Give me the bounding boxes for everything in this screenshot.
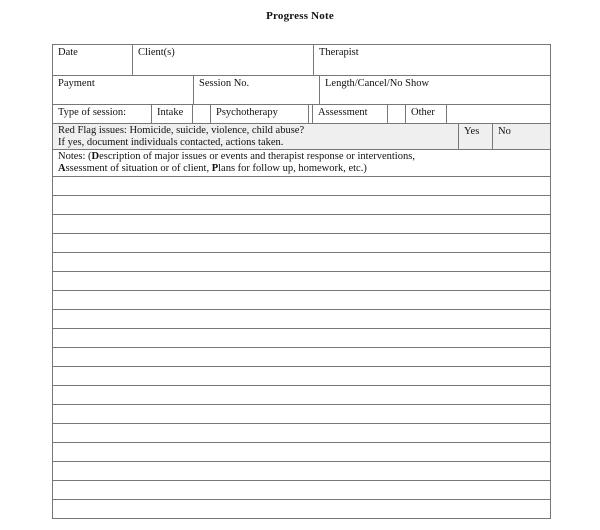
other-label: Other (406, 105, 447, 123)
row-payment-session (53, 76, 550, 105)
page-title: Progress Note (266, 10, 334, 22)
date-label: Date (58, 47, 78, 58)
red-flag-question (53, 124, 459, 149)
intake-checkbox[interactable] (193, 105, 211, 123)
length-label: Length/Cancel/No Show (325, 78, 430, 89)
notes-a-text: ssessment of situation or of client, (65, 163, 212, 174)
notes-lines (53, 177, 550, 519)
notes-line-1 (58, 151, 550, 163)
clients-field[interactable] (133, 45, 314, 75)
yes-label: Yes (464, 126, 480, 137)
red-flag-line-2: If yes, document individuals contacted, actions taken. (58, 137, 284, 148)
notes-line[interactable] (53, 481, 550, 500)
notes-line-2 (58, 163, 550, 175)
length-field[interactable] (320, 76, 550, 104)
red-flag-no-option[interactable] (493, 124, 550, 149)
notes-line[interactable] (53, 405, 550, 424)
notes-line[interactable] (53, 215, 550, 234)
notes-line[interactable] (53, 234, 550, 253)
notes-line[interactable] (53, 177, 550, 196)
notes-p-text: lans for follow up, homework, etc.) (218, 163, 367, 174)
red-flag-yes-option[interactable] (459, 124, 493, 149)
notes-line[interactable] (53, 462, 550, 481)
other-field[interactable] (447, 105, 550, 123)
progress-note-form (52, 44, 551, 519)
intake-label: Intake (152, 105, 193, 123)
notes-instructions (53, 150, 550, 176)
notes-line[interactable] (53, 424, 550, 443)
notes-line[interactable] (53, 310, 550, 329)
payment-label: Payment (58, 78, 95, 89)
notes-d-text: escription of major issues or events and therapist response or interventions, (99, 151, 415, 162)
notes-p-letter: P (211, 163, 219, 174)
row-red-flag (53, 124, 550, 150)
notes-prefix: Notes: ( (58, 151, 92, 162)
session-type-label: Type of session: (53, 105, 152, 123)
notes-line[interactable] (53, 348, 550, 367)
notes-line[interactable] (53, 443, 550, 462)
notes-line[interactable] (53, 367, 550, 386)
clients-label: Client(s) (138, 47, 175, 58)
row-notes-header (53, 150, 550, 177)
row-date-client-therapist (53, 45, 550, 76)
notes-line[interactable] (53, 500, 550, 519)
assessment-label: Assessment (313, 105, 388, 123)
session-no-label: Session No. (199, 78, 250, 89)
red-flag-line-1: Red Flag issues: Homicide, suicide, violence, child abuse? (58, 125, 305, 136)
date-field[interactable] (53, 45, 133, 75)
therapist-label: Therapist (319, 47, 359, 58)
assessment-checkbox[interactable] (388, 105, 406, 123)
no-label: No (498, 126, 511, 137)
notes-line[interactable] (53, 291, 550, 310)
psychotherapy-label: Psychotherapy (211, 105, 309, 123)
notes-a-letter: A (58, 163, 66, 174)
row-session-type (53, 105, 550, 124)
notes-line[interactable] (53, 329, 550, 348)
notes-line[interactable] (53, 196, 550, 215)
session-no-field[interactable] (194, 76, 320, 104)
notes-line[interactable] (53, 386, 550, 405)
notes-line[interactable] (53, 253, 550, 272)
therapist-field[interactable] (314, 45, 550, 75)
notes-line[interactable] (53, 272, 550, 291)
payment-field[interactable] (53, 76, 194, 104)
notes-d-letter: D (91, 151, 100, 162)
